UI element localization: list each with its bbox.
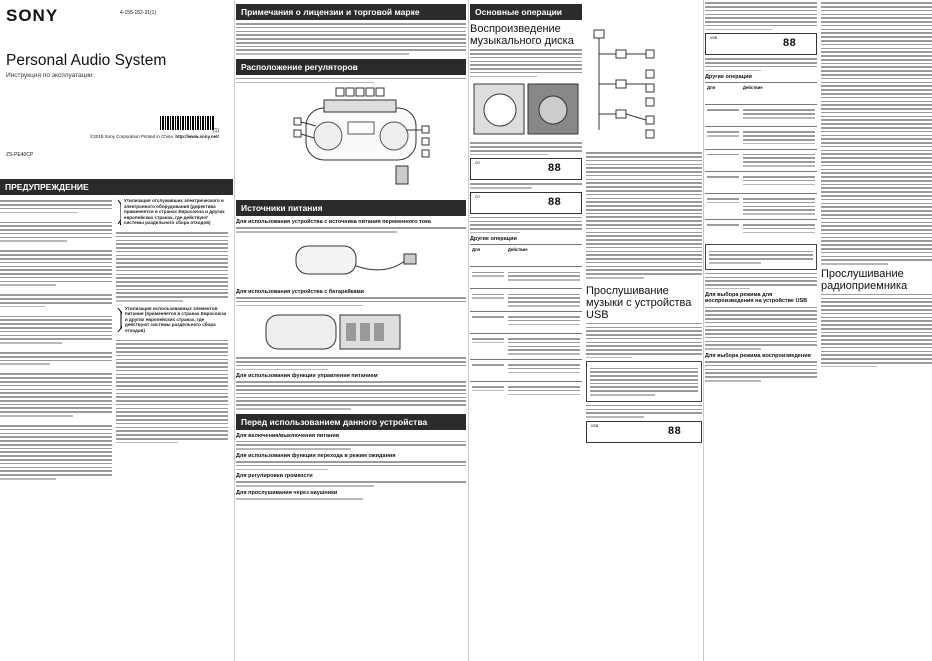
cd-insert-illustration xyxy=(470,80,582,140)
weee-heading: Утилизация отслуживших электрического и электронного оборудования (директива применяется в странах Евросоюза и других европейских странах, где действуют системы раздельного сбора отходов) xyxy=(123,198,225,226)
usb-heading: Прослушивание музыки с устройства USB xyxy=(586,284,692,321)
column-2 xyxy=(236,0,466,661)
cd-heading: Воспроизведение музыкального диска xyxy=(470,23,574,47)
power-battery-heading: Для использования устройства с батарейками xyxy=(236,288,365,295)
section-warning-header: ПРЕДУПРЕЖДЕНИЕ xyxy=(0,179,233,195)
column-divider xyxy=(234,0,235,661)
barcode-image xyxy=(160,116,215,130)
power-save-heading: Для использования функции управления питанием xyxy=(236,373,378,380)
ac-cord-illustration xyxy=(236,236,466,286)
folder-mode-heading: Для выбора режима воспроизведения xyxy=(705,352,811,359)
barcode-number: (1) xyxy=(213,128,220,134)
battery-disposal-heading: Утилизация использованных элементов питания (применяется в странах Евросоюза и других европейских странах, где действуют системы раздельного сбора отходов) xyxy=(124,305,227,333)
product-title: Personal Audio System xyxy=(6,52,167,69)
model-number: ZS-PE40CP xyxy=(6,152,34,158)
boombox-diagram xyxy=(236,86,466,196)
usb-display: USB 88 xyxy=(586,421,702,443)
folder-tree-diagram xyxy=(586,0,702,150)
usb-note-box xyxy=(586,361,702,401)
column-4 xyxy=(705,0,932,661)
column-divider xyxy=(703,0,704,661)
battery-illustration xyxy=(236,309,466,355)
column-divider xyxy=(468,0,469,661)
brand-logo: SONY xyxy=(6,6,59,25)
other-ops-heading: Другие операции xyxy=(470,236,517,243)
note-box xyxy=(705,244,817,269)
section-license-header: Примечания о лицензии и торговой марке xyxy=(236,4,466,20)
cd-display: CD 88 xyxy=(470,158,582,180)
cd-display-2: CD 88 xyxy=(470,192,582,214)
usb-mode-heading: Для выбора режима для воспроизведения на устройстве USB xyxy=(705,292,808,305)
standby-heading: Для использования функции перехода в режим ожидания xyxy=(236,452,396,459)
ops-table-2: Для Действие xyxy=(705,82,817,241)
radio-heading: Прослушивание радиоприемника xyxy=(821,267,908,292)
doc-subtitle: Инструкция по эксплуатации xyxy=(6,72,93,79)
ops-table: Для Действие xyxy=(470,244,582,403)
warning-text xyxy=(0,200,112,479)
volume-heading: Для регулировки громкости xyxy=(236,473,313,480)
column-1 xyxy=(0,0,233,661)
onoff-heading: Для включения/выключения питания xyxy=(236,432,339,439)
other-ops-heading-2: Другие операции xyxy=(705,74,752,81)
doc-code: 4-155-152-31(1) xyxy=(120,10,157,16)
device-illustration xyxy=(236,86,466,196)
section-before-header: Перед использованием данного устройства xyxy=(236,414,466,430)
column-3 xyxy=(470,0,702,661)
copyright-line: ©2019 Sony Corporation Printed in China http://www.sony.net/ xyxy=(90,134,219,139)
section-controls-header: Расположение регуляторов xyxy=(236,59,466,75)
headphones-heading: Для прослушивания через наушники xyxy=(236,489,338,496)
power-ac-heading: Для использования устройства с источника питания переменного тока xyxy=(236,219,431,226)
section-power-header: Источники питания xyxy=(236,200,466,216)
battery-bin-icon xyxy=(116,306,122,334)
weee-bin-icon xyxy=(116,198,121,226)
usb-display-2: USB 88 xyxy=(705,33,817,55)
section-basic-header: Основные операции xyxy=(470,4,582,20)
